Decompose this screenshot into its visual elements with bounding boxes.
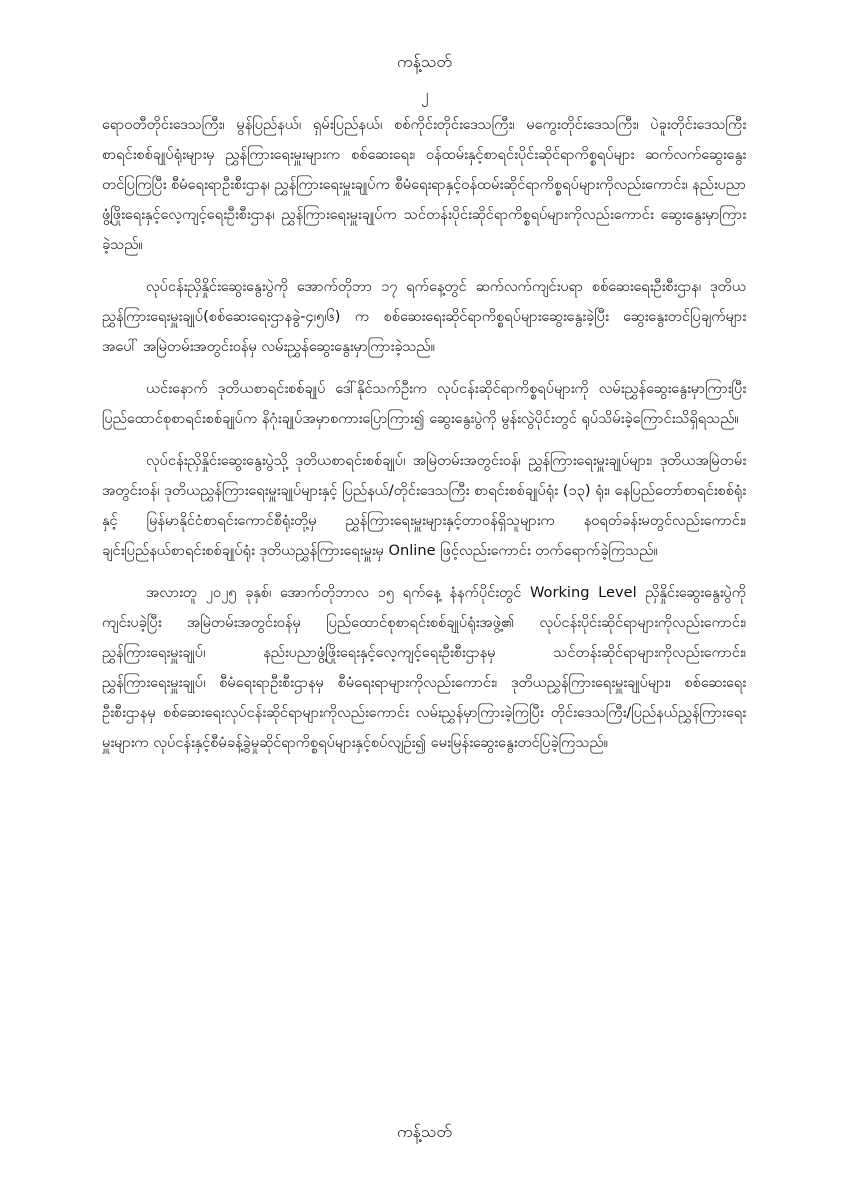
restricted-footer-mark: ကန့်သတ် (397, 1122, 452, 1141)
paragraph-1: ရောဝတီတိုင်းဒေသကြီး၊ မွန်ပြည်နယ်၊ ရှမ်းပြည်နယ်၊ စစ်ကိုင်းတိုင်းဒေသကြီး၊ မကွေးတိုင်းဒေသကြီး၊ ပဲခူးတိုင်းဒေသကြီးစာရင်းစစ်ချုပ်ရုံးများမှ ညွှန်ကြားရေးမှူးများက စစ်ဆေးရေး၊ ဝန်ထမ်းနှင့်စာရင်းပိုင်းဆိုင်ရာကိစ္စရပ်များ ဆက်လက်ဆွေးနွေးတင်ပြကြပြီး စီမံရေးရာဦးစီးဌာန၊ ညွှန်ကြားရေးမှူးချုပ်က စီမံရေးရာနှင့်ဝန်ထမ်းဆိုင်ရာကိစ္စရပ်များကိုလည်းကောင်း၊ နည်းပညာဖွံ့ဖြိုးရေးနှင့်လေ့ကျင့်ရေးဦးစီးဌာန၊ ညွှန်ကြားရေးမှူးချုပ်က သင်တန်းပိုင်းဆိုင်ရာကိစ္စရပ်များကိုလည်းကောင်း ဆွေးနွေးမှာကြားခဲ့သည်။ (102, 116, 746, 253)
restricted-header-mark: ကန့်သတ် (397, 52, 452, 71)
paragraph-4: လုပ်ငန်းညှိနှိုင်းဆွေးနွေးပွဲသို့ ဒုတိယစာရင်းစစ်ချုပ်၊ အမြဲတမ်းအတွင်းဝန်၊ ညွှန်ကြားရေးမှူးချုပ်များ၊ ဒုတိယအမြဲတမ်းအတွင်းဝန်၊ ဒုတိယညွှန်ကြားရေးမှူးချုပ်များနှင့် ပြည်နယ်/တိုင်းဒေသကြီး စာရင်းစစ်ချုပ်ရုံး (၁၃) ရုံး၊ နေပြည်တော်စာရင်းစစ်ရုံးနှင့် မြန်မာနိုင်ငံစာရင်းကောင်စီရုံးတို့မှ ညွှန်ကြားရေးမှူးများနှင့်တာဝန်ရှိသူများက နဝရတ်ခန်းမတွင်လည်းကောင်း၊ ချင်းပြည်နယ်စာရင်းစစ်ချုပ်ရုံး ဒုတိယညွှန်ကြားရေးမှူးမှ Online ဖြင့်လည်းကောင်း တက်ရောက်ခဲ့ကြသည်။ (102, 452, 746, 559)
paragraph-5: အလားတူ ၂၀၂၅ ခုနှစ်၊ အောက်တိုဘာလ ၁၅ ရက်နေ့ နံနက်ပိုင်းတွင် Working Level ညှိနှိုင်းဆွေးနွေးပွဲကိုကျင်းပခဲ့ပြီး အမြဲတမ်းအတွင်းဝန်မှ ပြည်ထောင်စုစာရင်းစစ်ချုပ်ရုံးအဖွဲ့၏ လုပ်ငန်းပိုင်းဆိုင်ရာများကိုလည်းကောင်း၊ ညွှန်ကြားရေးမှူးချုပ်၊ နည်းပညာဖွံ့ဖြိုးရေးနှင့်လေ့ကျင့်ရေးဦးစီးဌာနမှ သင်တန်းဆိုင်ရာများကိုလည်းကောင်း၊ ညွှန်ကြားရေးမှူးချုပ်၊ စီမံရေးရာဦးစီးဌာနမှ စီမံရေးရာများကိုလည်းကောင်း၊ ဒုတိယညွှန်ကြားရေးမှူးချုပ်များ၊ စစ်ဆေးရေးဦးစီးဌာနမှ စစ်ဆေးရေးလုပ်ငန်းဆိုင်ရာများကိုလည်းကောင်း လမ်းညွှန်မှာကြားခဲ့ကြပြီး တိုင်းဒေသကြီး/ပြည်နယ်ညွှန်ကြားရေးမှူးများက လုပ်ငန်းနှင့်စီမံခန့်ခွဲမှုဆိုင်ရာကိစ္စရပ်များနှင့်စပ်လျဉ်း၍ မေးမြန်းဆွေးနွေးတင်ပြခဲ့ကြသည်။ (102, 584, 746, 751)
body-text (102, 110, 746, 770)
page-number: ၂ (420, 86, 429, 104)
paragraph-2: လုပ်ငန်းညှိနှိုင်းဆွေးနွေးပွဲကို အောက်တိုဘာ ၁၇ ရက်နေ့တွင် ဆက်လက်ကျင်းပရာ စစ်ဆေးရေးဦးစီးဌာန၊ ဒုတိယညွှန်ကြားရေးမှူးချုပ်(စစ်ဆေးရေးဌာနခွဲ-၄၊၅၊၆) က စစ်ဆေးရေးဆိုင်ရာကိစ္စရပ်များဆွေးနွေးခဲ့ပြီး ဆွေးနွေးတင်ပြချက်များအပေါ် အမြဲတမ်းအတွင်းဝန်မှ လမ်းညွှန်ဆွေးနွေးမှာကြားခဲ့သည်။ (102, 278, 746, 355)
paragraph-3: ယင်းနောက် ဒုတိယစာရင်းစစ်ချုပ် ဒေါ်နိုင်သက်ဦးက လုပ်ငန်းဆိုင်ရာကိစ္စရပ်များကို လမ်းညွှန်ဆွေးနွေးမှာကြားပြီး ပြည်ထောင်စုစာရင်းစစ်ချုပ်က နိဂုံးချုပ်အမှာစကားပြောကြား၍ ဆွေးနွေးပွဲကို မွန်းလွဲပိုင်းတွင် ရုပ်သိမ်းခဲ့ကြောင်းသိရှိရသည်။ (102, 380, 746, 427)
